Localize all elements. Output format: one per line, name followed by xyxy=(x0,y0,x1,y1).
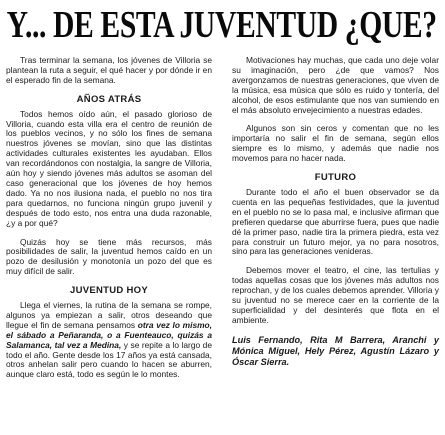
paragraph: Quizás hoy se tiene más recursos, más posibilidades de salir, la juventud hemos caído en un pozo de desilusión y monotonía un pozo del que es muy difícil de salir. xyxy=(6,236,212,277)
section-heading-juventud-hoy: JUVENTUD HOY xyxy=(69,285,149,297)
author-signature: Luis Fernando, Rita M Barrera, Aranchi y Mónica Miguel, Hely Pérez, Agustín Lázaro y Óscar Sierra. xyxy=(232,334,439,367)
headline-bar xyxy=(4,2,440,48)
section-heading-futuro: FUTURO xyxy=(314,172,357,184)
left-column xyxy=(6,56,212,389)
paragraph: Motivaciones hay muchas, que cada uno deje volar su imaginación, pero ¿de que vamos? Nos avergonzamos de nuestras generaciones, que viven de la música, esa música que sólo es ruido y tontería, del alcohol, de esos estimulante que nos van sumiendo en el más absoluto envejecimiento a nuestras edades. xyxy=(232,55,439,115)
paragraph: Todos hemos oído aún, el pasado glorioso de Villoria, cuando esta villa era el centro de reunión de los pueblos vecinos, y no sólo los fines de semana nuestros jóvenes se movían, sino que las distintas actividades culturales existentes les ayudaban. Ellos van recordándonos con nostalgia, la sangre de Villoria, aún hoy y siendo jóvenes más adultos se asoman del caso generacional que los jóvenes de hoy hemos dado. Ya no nos ilusiona nada, el pueblo no nos tira para quedarnos, no funciona ningún grupo juvenil y después de todo esto, nos entra una duda razonable, ¿y a por qué? xyxy=(6,108,212,228)
intro-paragraph: Tras terminar la semana, los jóvenes de Villoria se plantean la ruta a seguir, el qué hacer y por dónde ir en el esperado fin de la semana. xyxy=(6,55,212,85)
paragraph: Debemos mover el teatro, el cine, las tertulias y todas aquellas cosas que los jóvenes más adultos nos reprochan, y de los cuales debemos aprender. Villoria y su juventud no se merece caer en la corriente de la superficialidad y del desinterés que flota en el ambiente. xyxy=(232,265,439,325)
paragraph: Durante todo el año el buen observador se da cuenta en las pequeñas festividades, que la juventud en el pueblo no se lo pasa mal, e inclusive afirman que prefieren quedarse que aburrirse fuera, pues que nadie dé la primer paso, nadie tira la primera piedra, esta vez para construir un futuro mejor, ya no para nosotros, sino para las generaciones venideras. xyxy=(232,186,439,257)
section-heading-anos-atras: AÑOS ATRÁS xyxy=(76,93,142,105)
text-run: y se repite a lo largo de todo el año. Gente desde los 17 años ya está cansada, otros anhelan salir pero cuando lo hacen se aburren, aunque claro está, todo es según le lo montes. xyxy=(6,339,212,380)
paragraph: Algunos son sin ceros y comentan que no les importaría no salir el fin de semana, según ellos siempre es lo mismo, y además que nadie nos movemos para no hacer nada. xyxy=(232,123,439,164)
text-run: Llega el viernes, la rutina de la semana se rompe, algunos ya empiezan a salir, otros deseando que llegue el fin de semana pensamos xyxy=(6,300,212,330)
paragraph xyxy=(6,301,212,380)
headline: Y... DE ESTA JUVENTUD ¿QUE? xyxy=(6,4,438,46)
emphasis-text: otra vez lo mismo, el sábado a Peñaranda, o a Fuenteauco, quizás a Salamanca, tal vez a Medina, xyxy=(6,319,212,350)
right-column xyxy=(232,56,439,368)
